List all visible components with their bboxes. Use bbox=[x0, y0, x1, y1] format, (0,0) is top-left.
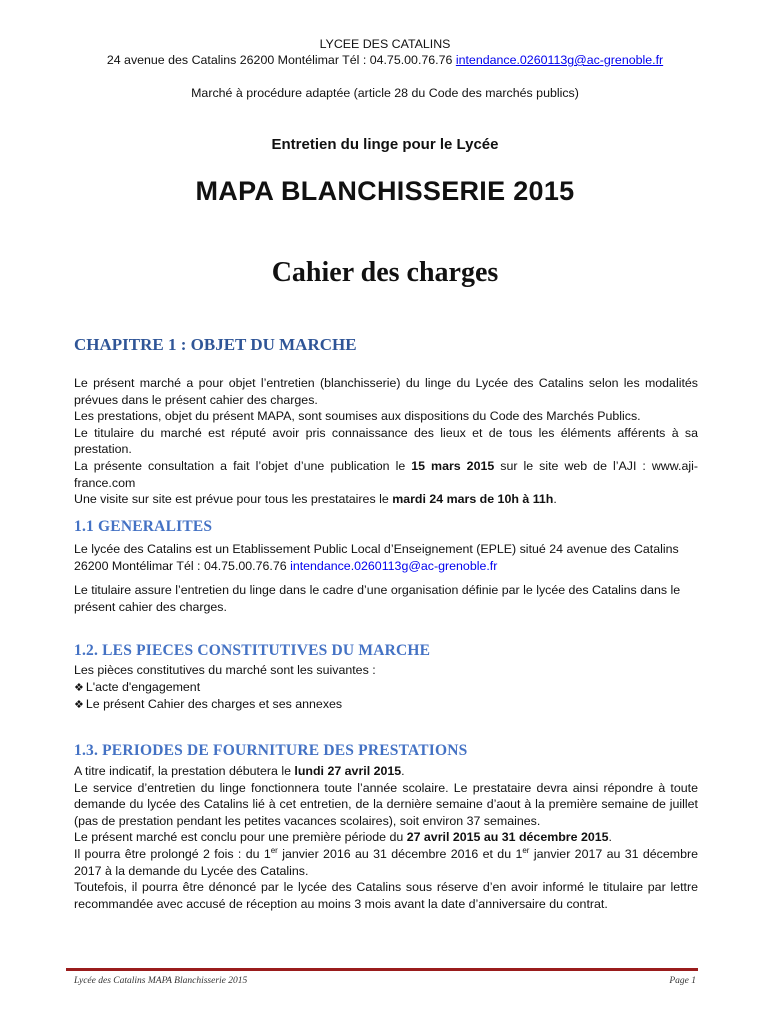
text-run: sur le site web de l’AJI : www.aji-france.com bbox=[74, 458, 698, 490]
school-address bbox=[0, 52, 770, 69]
s12-intro: Les pièces constitutives du marché sont les suivantes : bbox=[74, 663, 376, 677]
s13-p2: Le service d’entretien du linge fonctionnera toute l’année scolaire. Le prestataire devra ainsi répondre à toute demande du lycée des Catalins lié à cet entretien, de la dernière semaine d’aout à la première semaine de juillet (pas de prestation pendant les petites vacances scolaires), soit environ 37 semaines. bbox=[74, 780, 698, 828]
s13-p3 bbox=[74, 829, 698, 846]
email-link[interactable]: intendance.0260113g@ac-grenoble.fr bbox=[455, 53, 664, 67]
section-1-1-heading: 1.1 GENERALITES bbox=[74, 518, 213, 535]
text-run: Une visite sur site est prévue pour tous les prestataires le bbox=[74, 492, 393, 507]
chapter1-p3: Le titulaire du marché est réputé avoir pris connaissance des lieux et de tous les éléments afférents à sa prestation. bbox=[74, 425, 698, 457]
document-title: MAPA BLANCHISSERIE 2015 bbox=[195, 176, 575, 206]
chapter1-p1: Le présent marché a pour objet l’entretien (blanchisserie) du linge du Lycée des Catalins selon les modalités prévues dans le présent cahier des charges. bbox=[74, 376, 698, 407]
s13-p4 bbox=[74, 846, 698, 879]
section-1-3-heading: 1.3. PERIODES DE FOURNITURE DES PRESTATIONS bbox=[74, 742, 468, 759]
text-run: Le lycée des Catalins est un Etablissement Public Local d’Enseignement (EPLE) situé 24 avenue des Catalins 26200 Montélimar Tél : 04.75.00.76.76 bbox=[74, 542, 679, 573]
text-run: La présente consultation a fait l’objet d’une publication le bbox=[74, 458, 412, 473]
period-dates: 27 avril 2015 au 31 décembre 2015 bbox=[406, 830, 609, 845]
page-number: Page 1 bbox=[669, 976, 696, 986]
start-date: lundi 27 avril 2015 bbox=[294, 764, 402, 778]
school-name: LYCEE DES CATALINS bbox=[319, 37, 451, 51]
chapter1-body bbox=[74, 375, 698, 508]
address-text: 24 avenue des Catalins 26200 Montélimar Tél : 04.75.00.76.76 bbox=[106, 53, 456, 67]
text-run: janvier 2016 au 31 décembre 2016 et du 1 bbox=[277, 846, 523, 861]
email-link[interactable]: intendance.0260113g@ac-grenoble.fr bbox=[290, 558, 498, 573]
s11-p2: Le titulaire assure l’entretien du linge dans le cadre d’une organisation définie par le lycée des Catalins dans le présent cahier des charges. bbox=[74, 583, 681, 614]
chapter1-p5 bbox=[74, 491, 698, 508]
list-item-text: L'acte d'engagement bbox=[85, 679, 201, 694]
diamond-bullet-icon: ❖ bbox=[74, 699, 84, 712]
procedure-line: Marché à procédure adaptée (article 28 du Code des marchés publics) bbox=[191, 86, 579, 100]
chapter1-p2: Les prestations, objet du présent MAPA, sont soumises aux dispositions du Code des Marchés Publics. bbox=[74, 409, 641, 424]
text-run: . bbox=[401, 764, 405, 778]
list-item bbox=[74, 696, 698, 714]
diamond-bullet-icon: ❖ bbox=[74, 681, 84, 694]
text-run: Le présent marché est conclu pour une première période du bbox=[74, 830, 407, 845]
text-run: Il pourra être prolongé 2 fois : du 1 bbox=[74, 846, 271, 861]
section-1-3-body bbox=[74, 763, 698, 912]
s13-p5: Toutefois, il pourra être dénoncé par le lycée des Catalins sous réserve d’en avoir informé le titulaire par lettre recommandée avec accusé de réception au moins 3 mois avant la date d’anniversaire du contrat. bbox=[74, 880, 698, 911]
list-item-text: Le présent Cahier des charges et ses annexes bbox=[85, 697, 343, 712]
s13-p1 bbox=[74, 763, 698, 780]
document-subtitle: Entretien du linge pour le Lycée bbox=[271, 136, 499, 153]
footer-divider bbox=[66, 968, 698, 971]
visit-date: mardi 24 mars de 10h à 11h bbox=[392, 492, 554, 507]
publication-date: 15 mars 2015 bbox=[411, 458, 495, 473]
text-run: . bbox=[608, 830, 612, 845]
list-item bbox=[74, 679, 698, 697]
superscript: er bbox=[270, 845, 278, 855]
text-run: . bbox=[553, 492, 557, 507]
cahier-title: Cahier des charges bbox=[271, 257, 499, 288]
s11-p1 bbox=[74, 541, 698, 574]
section-1-2-heading: 1.2. LES PIECES CONSTITUTIVES DU MARCHE bbox=[74, 642, 431, 659]
text-run: A titre indicatif, la prestation débutera le bbox=[74, 764, 295, 778]
superscript: er bbox=[522, 845, 530, 855]
section-1-2-body bbox=[74, 662, 698, 714]
text-run: janvier 2017 au 31 décembre 2017 à la demande du Lycée des Catalins. bbox=[74, 846, 698, 878]
footer-title: Lycée des Catalins MAPA Blanchisserie 2015 bbox=[74, 976, 248, 986]
chapter1-p4 bbox=[74, 458, 698, 491]
section-1-1-body bbox=[74, 541, 698, 615]
chapter1-heading: CHAPITRE 1 : OBJET DU MARCHE bbox=[74, 335, 357, 354]
